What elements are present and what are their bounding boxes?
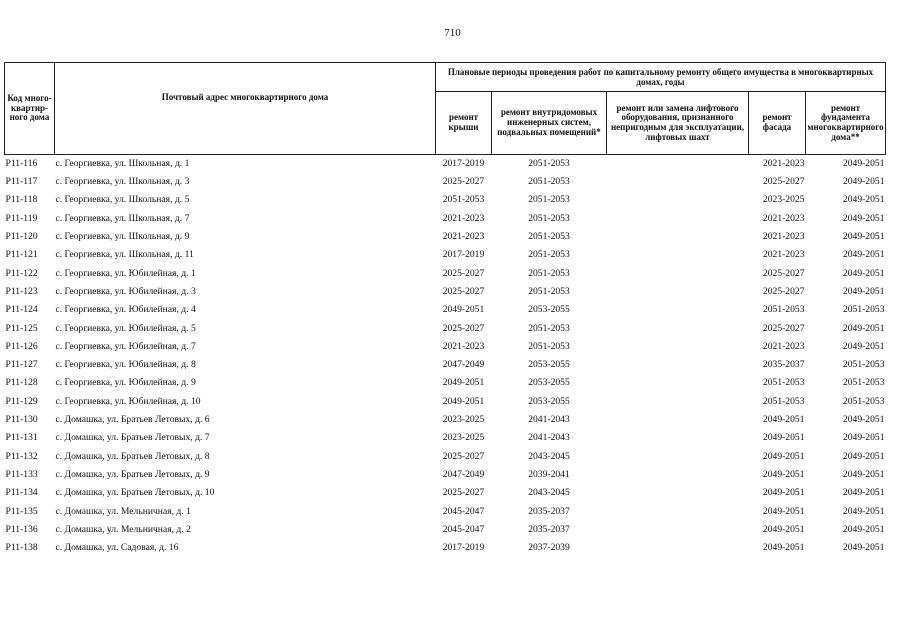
cell-facade: 2023-2025 — [762, 194, 805, 206]
cell-facade: 2049-2051 — [762, 432, 805, 444]
cell-elevator — [607, 155, 749, 174]
cell-facade: 2051-2053 — [762, 395, 805, 407]
cell-foundation: 2049-2051 — [842, 340, 885, 352]
cell-internal-systems: 2051-2053 — [492, 155, 607, 174]
header-code: Код много-квартир-ного дома — [5, 63, 55, 155]
cell-facade: 2051-2053 — [762, 304, 805, 316]
cell-code: Р11-128 — [5, 377, 38, 389]
cell-code: Р11-122 — [5, 267, 38, 279]
cell-facade: 2049-2051 — [762, 523, 805, 535]
cell-roof: 2025-2027 — [442, 267, 485, 279]
cell-foundation: 2049-2051 — [842, 231, 885, 243]
cell-address: с. Георгиевка, ул. Школьная, д. 5 — [55, 194, 190, 206]
cell-foundation: 2049-2051 — [842, 450, 885, 462]
table-row — [5, 503, 886, 521]
cell-internal-systems: 2043-2045 — [528, 487, 570, 499]
cell-address: с. Домашка, ул. Садовая, д. 16 — [55, 542, 179, 554]
cell-elevator — [607, 429, 749, 447]
cell-code: Р11-132 — [5, 450, 38, 462]
cell-code: Р11-124 — [5, 304, 38, 316]
cell-elevator — [607, 192, 749, 210]
cell-roof: 2025-2027 — [442, 322, 485, 334]
cell-facade: 2049-2051 — [762, 450, 805, 462]
cell-elevator — [607, 375, 749, 393]
cell-elevator — [607, 338, 749, 356]
table-row — [5, 466, 886, 484]
cell-address: с. Георгиевка, ул. Юбилейная, д. 3 — [55, 285, 196, 297]
cell-code: Р11-127 — [5, 359, 38, 371]
cell-internal-systems: 2051-2053 — [528, 176, 570, 188]
cell-internal-systems: 2051-2053 — [528, 267, 570, 279]
cell-code: Р11-126 — [5, 340, 38, 352]
cell-facade: 2049-2051 — [762, 487, 805, 499]
cell-foundation: 2049-2051 — [842, 194, 885, 206]
cell-address: с. Георгиевка, ул. Школьная, д. 9 — [55, 231, 190, 243]
cell-elevator — [607, 283, 749, 301]
table-row — [5, 210, 886, 228]
cell-code: Р11-134 — [5, 487, 38, 499]
cell-facade: 2051-2053 — [762, 377, 805, 389]
cell-address: с. Домашка, ул. Братьев Летовых, д. 9 — [55, 468, 210, 480]
cell-facade: 2049-2051 — [762, 505, 805, 517]
table-row — [5, 246, 886, 264]
cell-address: с. Домашка, ул. Братьев Летовых, д. 10 — [55, 487, 215, 499]
cell-code: Р11-130 — [5, 414, 38, 426]
cell-internal-systems: 2051-2053 — [528, 285, 570, 297]
header-row-group — [5, 63, 886, 92]
cell-facade: 2021-2023 — [762, 231, 805, 243]
cell-address: с. Домашка, ул. Мельничная, д. 2 — [55, 523, 191, 535]
cell-roof: 2025-2027 — [442, 176, 485, 188]
cell-internal-systems: 2039-2041 — [528, 468, 570, 480]
cell-internal-systems: 2053-2055 — [528, 395, 570, 407]
cell-elevator — [607, 466, 749, 484]
table-row — [5, 155, 886, 174]
cell-roof: 2025-2027 — [442, 285, 485, 297]
cell-code: Р11-116 — [5, 155, 55, 174]
cell-address: с. Георгиевка, ул. Школьная, д. 7 — [55, 212, 190, 224]
table-row — [5, 301, 886, 319]
cell-roof: 2025-2027 — [442, 487, 485, 499]
cell-address: с. Домашка, ул. Братьев Летовых, д. 7 — [55, 432, 210, 444]
cell-internal-systems: 2053-2055 — [528, 304, 570, 316]
cell-roof: 2049-2051 — [442, 304, 485, 316]
cell-elevator — [607, 411, 749, 429]
table-row — [5, 411, 886, 429]
cell-code: Р11-136 — [5, 523, 38, 535]
cell-roof: 2017-2019 — [436, 155, 492, 174]
cell-roof: 2023-2025 — [442, 432, 485, 444]
cell-elevator — [607, 246, 749, 264]
cell-foundation: 2051-2053 — [842, 395, 885, 407]
cell-elevator — [607, 228, 749, 246]
cell-foundation: 2051-2053 — [842, 377, 885, 389]
table-row — [5, 539, 886, 557]
header-internal-systems: ремонт внутридомовых инженерных систем, подвальных помещений* — [492, 92, 607, 155]
cell-facade: 2049-2051 — [762, 468, 805, 480]
cell-facade: 2021-2023 — [762, 340, 805, 352]
cell-roof: 2051-2053 — [442, 194, 485, 206]
cell-roof: 2049-2051 — [442, 377, 485, 389]
cell-foundation: 2049-2051 — [842, 542, 885, 554]
cell-foundation: 2049-2051 — [842, 523, 885, 535]
cell-code: Р11-118 — [5, 194, 38, 206]
cell-address: с. Георгиевка, ул. Школьная, д. 3 — [55, 176, 190, 188]
table-row — [5, 173, 886, 191]
cell-facade: 2021-2023 — [762, 212, 805, 224]
cell-roof: 2021-2023 — [442, 340, 485, 352]
page-number: 710 — [444, 27, 461, 39]
cell-elevator — [607, 393, 749, 411]
table-row — [5, 521, 886, 539]
cell-roof: 2021-2023 — [442, 231, 485, 243]
table-row — [5, 429, 886, 447]
cell-roof: 2047-2049 — [442, 468, 485, 480]
cell-foundation: 2049-2051 — [842, 414, 885, 426]
table-row — [5, 192, 886, 210]
table-row — [5, 283, 886, 301]
cell-foundation: 2049-2051 — [842, 249, 885, 261]
header-periods-group: Плановые периоды проведения работ по капитальному ремонту общего имущества в многоквартирных домах, годы — [436, 63, 886, 92]
cell-internal-systems: 2035-2037 — [528, 505, 570, 517]
cell-address: с. Георгиевка, ул. Юбилейная, д. 10 — [55, 395, 201, 407]
cell-roof: 2049-2051 — [442, 395, 485, 407]
cell-address: с. Георгиевка, ул. Юбилейная, д. 9 — [55, 377, 196, 389]
cell-address: с. Георгиевка, ул. Юбилейная, д. 4 — [55, 304, 196, 316]
table-row — [5, 228, 886, 246]
cell-internal-systems: 2051-2053 — [528, 231, 570, 243]
cell-facade: 2025-2027 — [762, 267, 805, 279]
table-row — [5, 484, 886, 502]
cell-elevator — [607, 301, 749, 319]
cell-roof: 2047-2049 — [442, 359, 485, 371]
cell-roof: 2045-2047 — [442, 505, 485, 517]
cell-facade: 2025-2027 — [762, 176, 805, 188]
cell-code: Р11-138 — [5, 542, 38, 554]
table-row — [5, 393, 886, 411]
cell-internal-systems: 2035-2037 — [528, 523, 570, 535]
header-roof: ремонт крыши — [436, 92, 492, 155]
cell-code: Р11-123 — [5, 285, 38, 297]
cell-internal-systems: 2053-2055 — [528, 377, 570, 389]
cell-internal-systems: 2037-2039 — [528, 542, 570, 554]
cell-code: Р11-121 — [5, 249, 38, 261]
cell-foundation: 2051-2053 — [842, 304, 885, 316]
cell-elevator — [607, 448, 749, 466]
cell-facade: 2021-2023 — [749, 155, 806, 174]
cell-elevator — [607, 503, 749, 521]
cell-facade: 2025-2027 — [762, 285, 805, 297]
cell-internal-systems: 2051-2053 — [528, 249, 570, 261]
cell-code: Р11-133 — [5, 468, 38, 480]
cell-internal-systems: 2041-2043 — [528, 414, 570, 426]
cell-elevator — [607, 265, 749, 283]
table-row — [5, 338, 886, 356]
cell-address: с. Георгиевка, ул. Юбилейная, д. 5 — [55, 322, 196, 334]
cell-elevator — [607, 210, 749, 228]
cell-code: Р11-135 — [5, 505, 38, 517]
cell-facade: 2035-2037 — [762, 359, 805, 371]
cell-elevator — [607, 539, 749, 557]
cell-roof: 2021-2023 — [442, 212, 485, 224]
cell-code: Р11-120 — [5, 231, 38, 243]
cell-roof: 2025-2027 — [442, 450, 485, 462]
cell-foundation: 2049-2051 — [842, 487, 885, 499]
cell-foundation: 2049-2051 — [842, 285, 885, 297]
header-address: Почтовый адрес многоквартирного дома — [55, 63, 436, 155]
cell-facade: 2049-2051 — [762, 414, 805, 426]
header-facade: ремонт фасада — [749, 92, 806, 155]
cell-foundation: 2049-2051 — [806, 155, 886, 174]
cell-address: с. Домашка, ул. Братьев Летовых, д. 6 — [55, 414, 210, 426]
table-row — [5, 356, 886, 374]
cell-elevator — [607, 173, 749, 191]
cell-internal-systems: 2053-2055 — [528, 359, 570, 371]
cell-elevator — [607, 521, 749, 539]
cell-foundation: 2049-2051 — [842, 322, 885, 334]
cell-internal-systems: 2051-2053 — [528, 194, 570, 206]
table-body — [5, 155, 886, 558]
cell-elevator — [607, 484, 749, 502]
cell-code: Р11-125 — [5, 322, 38, 334]
cell-code: Р11-129 — [5, 395, 38, 407]
cell-facade: 2025-2027 — [762, 322, 805, 334]
cell-elevator — [607, 356, 749, 374]
cell-internal-systems: 2051-2053 — [528, 212, 570, 224]
table-row — [5, 448, 886, 466]
cell-foundation: 2049-2051 — [842, 176, 885, 188]
cell-address: с. Георгиевка, ул. Юбилейная, д. 8 — [55, 359, 196, 371]
cell-facade: 2049-2051 — [762, 542, 805, 554]
table-row — [5, 265, 886, 283]
header-elevator: ремонт или замена лифтового оборудования, признанного непригодным для эксплуатации, лифтовых шахт — [607, 92, 749, 155]
cell-code: Р11-131 — [5, 432, 38, 444]
table-row — [5, 320, 886, 338]
cell-foundation: 2049-2051 — [842, 267, 885, 279]
cell-internal-systems: 2051-2053 — [528, 322, 570, 334]
cell-foundation: 2049-2051 — [842, 432, 885, 444]
cell-roof: 2045-2047 — [442, 523, 485, 535]
cell-address: с. Домашка, ул. Братьев Летовых, д. 8 — [55, 450, 210, 462]
cell-foundation: 2049-2051 — [842, 505, 885, 517]
cell-foundation: 2049-2051 — [842, 468, 885, 480]
cell-code: Р11-119 — [5, 212, 38, 224]
cell-address: с. Георгиевка, ул. Школьная, д. 1 — [55, 155, 436, 174]
cell-elevator — [607, 320, 749, 338]
cell-foundation: 2051-2053 — [842, 359, 885, 371]
cell-roof: 2017-2019 — [442, 542, 485, 554]
cell-roof: 2023-2025 — [442, 414, 485, 426]
cell-code: Р11-117 — [5, 176, 38, 188]
cell-roof: 2017-2019 — [442, 249, 485, 261]
repair-schedule-table — [4, 62, 886, 558]
cell-internal-systems: 2051-2053 — [528, 340, 570, 352]
cell-facade: 2021-2023 — [762, 249, 805, 261]
cell-internal-systems: 2043-2045 — [528, 450, 570, 462]
cell-internal-systems: 2041-2043 — [528, 432, 570, 444]
header-foundation: ремонт фундамента многоквартирного дома** — [806, 92, 886, 155]
table-row — [5, 375, 886, 393]
cell-address: с. Георгиевка, ул. Школьная, д. 11 — [55, 249, 194, 261]
cell-address: с. Домашка, ул. Мельничная, д. 1 — [55, 505, 191, 517]
cell-address: с. Георгиевка, ул. Юбилейная, д. 1 — [55, 267, 196, 279]
cell-address: с. Георгиевка, ул. Юбилейная, д. 7 — [55, 340, 196, 352]
cell-foundation: 2049-2051 — [842, 212, 885, 224]
